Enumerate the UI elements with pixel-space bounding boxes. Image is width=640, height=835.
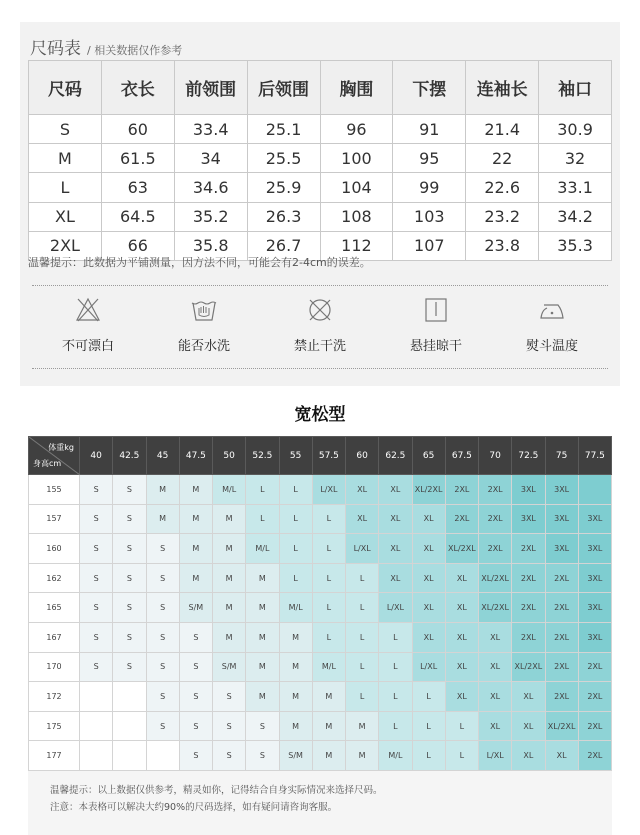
size-cell: XL — [346, 504, 379, 534]
size-cell: S — [113, 593, 146, 623]
fit-table-body — [29, 475, 612, 771]
size-cell: M — [279, 711, 312, 741]
size-cell: L/XL — [379, 593, 412, 623]
size-cell: XL/2XL — [545, 711, 578, 741]
size-cell: M/L — [213, 475, 246, 505]
height-header-cell: 155 — [29, 475, 80, 505]
size-value-cell: 63 — [101, 173, 174, 202]
size-cell: 3XL — [545, 475, 578, 505]
fit-chart-panel — [28, 436, 612, 835]
size-cell: S — [146, 711, 179, 741]
height-header-cell: 165 — [29, 593, 80, 623]
size-value-cell: 107 — [393, 231, 466, 260]
size-cell: XL — [445, 622, 478, 652]
size-cell: M — [246, 593, 279, 623]
size-cell: L — [379, 682, 412, 712]
size-cell: S — [80, 593, 113, 623]
size-cell: S — [113, 475, 146, 505]
size-value-cell: 23.2 — [466, 202, 539, 231]
divider — [32, 285, 608, 286]
height-header-cell: 177 — [29, 741, 80, 771]
table-row — [29, 504, 612, 534]
size-cell — [80, 682, 113, 712]
size-cell: 2XL — [479, 475, 512, 505]
iron-icon — [538, 296, 566, 324]
size-value-cell: 108 — [320, 202, 393, 231]
size-cell: XL — [412, 622, 445, 652]
size-cell: S/M — [213, 652, 246, 682]
size-cell: M — [179, 534, 212, 564]
size-table-header: 衣长 — [101, 61, 174, 115]
size-cell: M — [312, 682, 345, 712]
size-cell: M — [179, 504, 212, 534]
weight-header-cell: 67.5 — [445, 437, 478, 475]
size-value-cell: 112 — [320, 231, 393, 260]
size-cell: XL — [445, 563, 478, 593]
size-cell: 3XL — [512, 504, 545, 534]
divider — [32, 368, 608, 369]
size-cell: 2XL — [479, 534, 512, 564]
size-cell: XL — [445, 682, 478, 712]
height-header-cell: 170 — [29, 652, 80, 682]
table-row — [29, 475, 612, 505]
weight-header-cell: 77.5 — [578, 437, 611, 475]
size-cell: L — [379, 622, 412, 652]
size-cell: L/XL — [479, 741, 512, 771]
size-cell: M — [279, 652, 312, 682]
size-cell: XL — [479, 682, 512, 712]
fit-table-corner — [29, 437, 80, 475]
size-cell: L — [279, 504, 312, 534]
hang-dry-icon — [422, 296, 450, 324]
size-cell: XL/2XL — [445, 534, 478, 564]
size-cell: 3XL — [545, 534, 578, 564]
size-cell: M — [146, 475, 179, 505]
size-cell: 2XL — [512, 534, 545, 564]
weight-header-cell: 40 — [80, 437, 113, 475]
size-cell: L — [312, 622, 345, 652]
height-header-cell: 160 — [29, 534, 80, 564]
size-cell: 2XL — [512, 563, 545, 593]
height-header-cell: 162 — [29, 563, 80, 593]
size-cell: 2XL — [445, 504, 478, 534]
no-dry-clean-icon — [306, 296, 334, 324]
size-value-cell: 25.1 — [247, 115, 320, 144]
size-cell: S — [179, 682, 212, 712]
weight-header-cell: 65 — [412, 437, 445, 475]
size-cell: XL/2XL — [412, 475, 445, 505]
size-cell: XL — [412, 563, 445, 593]
size-cell: 3XL — [578, 622, 611, 652]
size-chart-header — [30, 34, 182, 58]
size-cell: S/M — [179, 593, 212, 623]
size-value-cell: 25.9 — [247, 173, 320, 202]
size-cell — [113, 682, 146, 712]
table-row — [29, 652, 612, 682]
size-cell — [578, 475, 611, 505]
care-instructions — [30, 296, 610, 360]
size-cell: 2XL — [445, 475, 478, 505]
size-cell: 2XL — [512, 593, 545, 623]
size-cell: L — [279, 534, 312, 564]
size-table-header: 后领围 — [247, 61, 320, 115]
size-label-cell: L — [29, 173, 102, 202]
size-table — [28, 60, 612, 261]
size-cell: 3XL — [578, 563, 611, 593]
weight-header-cell: 75 — [545, 437, 578, 475]
size-cell: XL — [479, 622, 512, 652]
care-item-hang-dry — [378, 296, 494, 360]
measurement-tip: 温馨提示：此数据为平铺测量，因方法不同，可能会有2-4cm的误差。 — [28, 256, 371, 269]
size-table-header: 胸围 — [320, 61, 393, 115]
weight-header-cell: 50 — [213, 437, 246, 475]
care-item-no-bleach — [30, 296, 146, 360]
size-cell: 3XL — [512, 475, 545, 505]
size-cell: 2XL — [479, 504, 512, 534]
size-value-cell: 35.3 — [539, 231, 612, 260]
size-chart-subtitle: / 相关数据仅作参考 — [87, 44, 183, 57]
size-cell: S — [113, 652, 146, 682]
size-cell: M — [312, 711, 345, 741]
size-value-cell: 25.5 — [247, 144, 320, 173]
size-cell: M — [213, 534, 246, 564]
size-cell: XL — [445, 652, 478, 682]
size-value-cell: 30.9 — [539, 115, 612, 144]
size-cell: 2XL — [545, 593, 578, 623]
care-label: 能否水洗 — [177, 339, 230, 354]
height-header-cell: 172 — [29, 682, 80, 712]
size-cell: XL — [379, 504, 412, 534]
table-row — [29, 563, 612, 593]
size-cell: S — [113, 622, 146, 652]
size-cell: L — [246, 475, 279, 505]
size-cell: 3XL — [578, 593, 611, 623]
weight-header-cell: 55 — [279, 437, 312, 475]
table-row — [29, 593, 612, 623]
size-cell: S — [113, 563, 146, 593]
size-value-cell: 34.6 — [174, 173, 247, 202]
table-row — [29, 711, 612, 741]
size-cell: XL — [379, 563, 412, 593]
size-cell: XL/2XL — [512, 652, 545, 682]
table-row — [29, 144, 612, 173]
care-item-no-dry-clean — [262, 296, 378, 360]
size-cell: M/L — [279, 593, 312, 623]
fit-table — [28, 436, 612, 771]
size-cell: L — [312, 534, 345, 564]
size-cell: S — [146, 682, 179, 712]
size-cell: S — [80, 563, 113, 593]
size-cell: XL/2XL — [479, 593, 512, 623]
size-cell: M — [346, 711, 379, 741]
size-label-cell: S — [29, 115, 102, 144]
size-value-cell: 33.1 — [539, 173, 612, 202]
size-cell: S — [80, 475, 113, 505]
size-label-cell: XL — [29, 202, 102, 231]
size-cell: L — [346, 622, 379, 652]
size-cell: XL/2XL — [479, 563, 512, 593]
care-label: 禁止干洗 — [293, 339, 346, 354]
weight-axis-label: 体重kg — [48, 443, 74, 452]
size-cell: M/L — [312, 652, 345, 682]
size-cell: L — [279, 475, 312, 505]
size-cell: S — [246, 741, 279, 771]
size-table-header: 尺码 — [29, 61, 102, 115]
size-cell — [80, 741, 113, 771]
size-value-cell: 100 — [320, 144, 393, 173]
size-cell: XL — [346, 475, 379, 505]
size-value-cell: 34.2 — [539, 202, 612, 231]
weight-header-cell: 45 — [146, 437, 179, 475]
fit-chart-title: 宽松型 — [294, 405, 346, 425]
size-cell: M — [346, 741, 379, 771]
size-cell — [146, 741, 179, 771]
table-row — [29, 682, 612, 712]
size-cell: 2XL — [578, 652, 611, 682]
weight-header-cell: 57.5 — [312, 437, 345, 475]
size-cell: S — [113, 504, 146, 534]
size-cell: S — [246, 711, 279, 741]
size-value-cell: 103 — [393, 202, 466, 231]
fit-table-header-row — [29, 437, 612, 475]
size-value-cell: 104 — [320, 173, 393, 202]
size-value-cell: 60 — [101, 115, 174, 144]
care-item-hand-wash — [146, 296, 262, 360]
size-value-cell: 91 — [393, 115, 466, 144]
size-cell: M — [213, 622, 246, 652]
fit-note: 温馨提示：以上数据仅供参考，精灵如你，记得结合自身实际情况来选择尺码。 — [50, 785, 383, 796]
height-header-cell: 175 — [29, 711, 80, 741]
fit-note: 注意：本表格可以解决大约90%的尺码选择，如有疑问请咨询客服。 — [50, 802, 338, 813]
size-cell: M/L — [246, 534, 279, 564]
size-value-cell: 22 — [466, 144, 539, 173]
size-table-header: 连袖长 — [466, 61, 539, 115]
size-cell: S — [179, 711, 212, 741]
size-cell: S — [213, 741, 246, 771]
weight-header-cell: 47.5 — [179, 437, 212, 475]
size-cell: S — [213, 682, 246, 712]
care-label: 悬挂晾干 — [409, 339, 462, 354]
hand-wash-icon — [190, 296, 218, 324]
weight-header-cell: 52.5 — [246, 437, 279, 475]
size-value-cell: 33.4 — [174, 115, 247, 144]
size-cell: XL — [479, 711, 512, 741]
size-cell: M — [246, 652, 279, 682]
size-cell: XL — [445, 593, 478, 623]
size-cell: 2XL — [545, 652, 578, 682]
height-axis-label: 身高cm — [33, 459, 62, 468]
size-cell: L/XL — [312, 475, 345, 505]
table-row — [29, 173, 612, 202]
size-cell: S — [80, 622, 113, 652]
size-cell: M — [213, 593, 246, 623]
size-cell: XL — [512, 682, 545, 712]
size-table-header: 前领围 — [174, 61, 247, 115]
size-cell: M — [279, 622, 312, 652]
height-header-cell: 167 — [29, 622, 80, 652]
size-value-cell: 35.8 — [174, 231, 247, 260]
size-cell: M — [179, 563, 212, 593]
size-cell: L — [412, 741, 445, 771]
size-cell: L — [445, 711, 478, 741]
size-cell: 2XL — [578, 682, 611, 712]
size-value-cell: 96 — [320, 115, 393, 144]
size-cell: 2XL — [578, 711, 611, 741]
table-row — [29, 741, 612, 771]
size-cell: S — [80, 534, 113, 564]
table-row — [29, 534, 612, 564]
size-cell: S — [146, 563, 179, 593]
size-cell: M — [146, 504, 179, 534]
size-cell: S/M — [279, 741, 312, 771]
size-cell: L — [346, 593, 379, 623]
size-value-cell: 64.5 — [101, 202, 174, 231]
size-cell: L — [312, 563, 345, 593]
size-cell: L — [379, 711, 412, 741]
size-cell — [113, 711, 146, 741]
size-cell: S — [213, 711, 246, 741]
size-cell: L — [246, 504, 279, 534]
size-cell: S — [179, 622, 212, 652]
size-value-cell: 22.6 — [466, 173, 539, 202]
size-table-body — [29, 115, 612, 261]
size-chart-title: 尺码表 — [30, 39, 81, 59]
size-cell: L — [312, 504, 345, 534]
size-cell: XL — [379, 534, 412, 564]
size-value-cell: 26.7 — [247, 231, 320, 260]
size-value-cell: 21.4 — [466, 115, 539, 144]
table-row — [29, 202, 612, 231]
size-cell: 2XL — [512, 622, 545, 652]
size-cell: M — [279, 682, 312, 712]
size-cell: S — [179, 652, 212, 682]
size-cell: 3XL — [545, 504, 578, 534]
size-cell: XL — [512, 711, 545, 741]
size-cell: L — [346, 652, 379, 682]
size-cell: L — [445, 741, 478, 771]
size-cell: 2XL — [545, 563, 578, 593]
size-cell: L — [279, 563, 312, 593]
size-cell: L — [346, 682, 379, 712]
size-cell: M — [246, 682, 279, 712]
weight-header-cell: 60 — [346, 437, 379, 475]
size-cell: 2XL — [545, 622, 578, 652]
size-cell — [113, 741, 146, 771]
size-cell: M — [312, 741, 345, 771]
weight-header-cell: 42.5 — [113, 437, 146, 475]
size-cell: L — [412, 711, 445, 741]
size-cell: L — [312, 593, 345, 623]
size-label-cell: 2XL — [29, 231, 102, 260]
size-cell: XL — [545, 741, 578, 771]
size-cell — [80, 711, 113, 741]
size-cell: S — [80, 504, 113, 534]
table-row — [29, 115, 612, 144]
size-value-cell: 26.3 — [247, 202, 320, 231]
size-table-header: 下摆 — [393, 61, 466, 115]
size-cell: S — [146, 534, 179, 564]
size-cell: L — [412, 682, 445, 712]
size-cell: M — [179, 475, 212, 505]
weight-header-cell: 70 — [479, 437, 512, 475]
height-header-cell: 157 — [29, 504, 80, 534]
weight-header-cell: 72.5 — [512, 437, 545, 475]
size-cell: XL — [379, 475, 412, 505]
size-cell: XL — [479, 652, 512, 682]
care-label: 不可漂白 — [61, 339, 114, 354]
size-value-cell: 35.2 — [174, 202, 247, 231]
size-cell: S — [146, 622, 179, 652]
size-value-cell: 66 — [101, 231, 174, 260]
size-value-cell: 32 — [539, 144, 612, 173]
size-label-cell: M — [29, 144, 102, 173]
size-cell: XL — [412, 534, 445, 564]
size-cell: 3XL — [578, 504, 611, 534]
size-cell: L/XL — [346, 534, 379, 564]
size-cell: S — [146, 652, 179, 682]
size-table-header-row — [29, 61, 612, 115]
size-cell: 2XL — [545, 682, 578, 712]
size-cell: XL — [412, 593, 445, 623]
care-label: 熨斗温度 — [525, 339, 578, 354]
weight-header-cell: 62.5 — [379, 437, 412, 475]
size-value-cell: 95 — [393, 144, 466, 173]
size-cell: M — [246, 563, 279, 593]
size-chart-panel — [20, 22, 620, 386]
size-cell: M — [213, 563, 246, 593]
size-cell: L/XL — [412, 652, 445, 682]
size-cell: XL — [512, 741, 545, 771]
size-cell: L — [379, 652, 412, 682]
size-value-cell: 61.5 — [101, 144, 174, 173]
fit-chart-notes — [50, 782, 383, 816]
size-value-cell: 99 — [393, 173, 466, 202]
size-cell: S — [113, 534, 146, 564]
size-cell: S — [179, 741, 212, 771]
size-cell: S — [80, 652, 113, 682]
size-cell: M — [246, 622, 279, 652]
size-cell: M/L — [379, 741, 412, 771]
size-cell: M — [213, 504, 246, 534]
size-cell: 3XL — [578, 534, 611, 564]
size-value-cell: 23.8 — [466, 231, 539, 260]
size-value-cell: 34 — [174, 144, 247, 173]
no-bleach-icon — [74, 296, 102, 324]
care-item-iron — [494, 296, 610, 360]
size-cell: 2XL — [578, 741, 611, 771]
table-row — [29, 622, 612, 652]
size-cell: S — [146, 593, 179, 623]
size-cell: L — [346, 563, 379, 593]
size-cell: XL — [412, 504, 445, 534]
size-table-header: 袖口 — [539, 61, 612, 115]
